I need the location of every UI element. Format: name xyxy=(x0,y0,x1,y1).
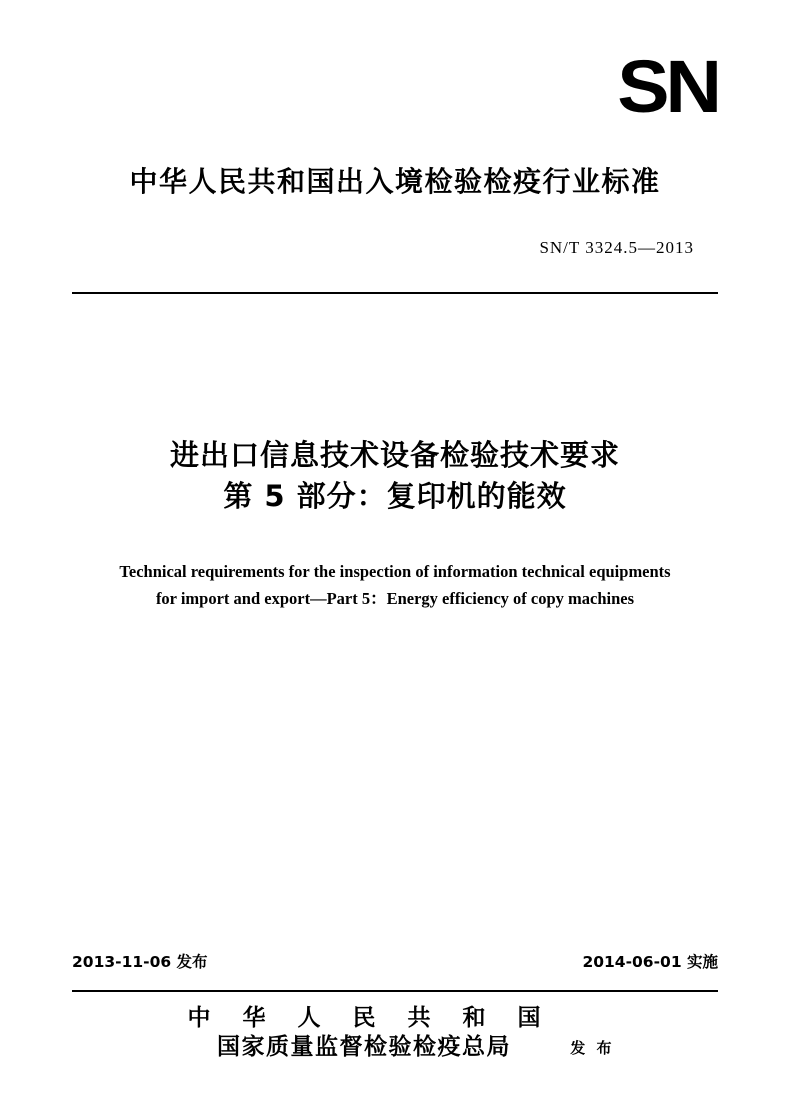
page-title-line2: 第 5 部分：复印机的能效 xyxy=(223,479,567,514)
issuer-line2: 国家质量监督检验检疫总局 xyxy=(216,1032,511,1060)
sn-logo-text: SN xyxy=(617,45,718,128)
page-title-line1: 进出口信息技术设备检验技术要求 xyxy=(169,438,620,472)
issue-date: 2013-11-06 发布 xyxy=(72,953,208,971)
header-divider xyxy=(72,292,718,294)
date-row xyxy=(72,950,718,972)
english-title xyxy=(72,558,718,612)
english-title-line1: Technical requirements for the inspection of information technical equipments xyxy=(119,562,671,581)
publish-label: 发 布 xyxy=(570,1038,615,1057)
issuer-block xyxy=(0,1004,790,1062)
page-title xyxy=(0,435,790,517)
english-title-line2: for import and export—Part 5：Energy efficiency of copy machines xyxy=(155,589,635,609)
standard-authority-heading: 中华人民共和国出入境检验检疫行业标准 xyxy=(129,165,661,198)
issuer-line1: 中 华 人 民 共 和 国 xyxy=(187,1004,553,1031)
sn-logo xyxy=(617,45,718,128)
issuer-inner xyxy=(175,1004,614,1062)
standard-code: SN/T 3324.5—2013 xyxy=(539,238,694,257)
footer-divider xyxy=(72,990,718,992)
effective-date: 2014-06-01 实施 xyxy=(582,953,718,971)
